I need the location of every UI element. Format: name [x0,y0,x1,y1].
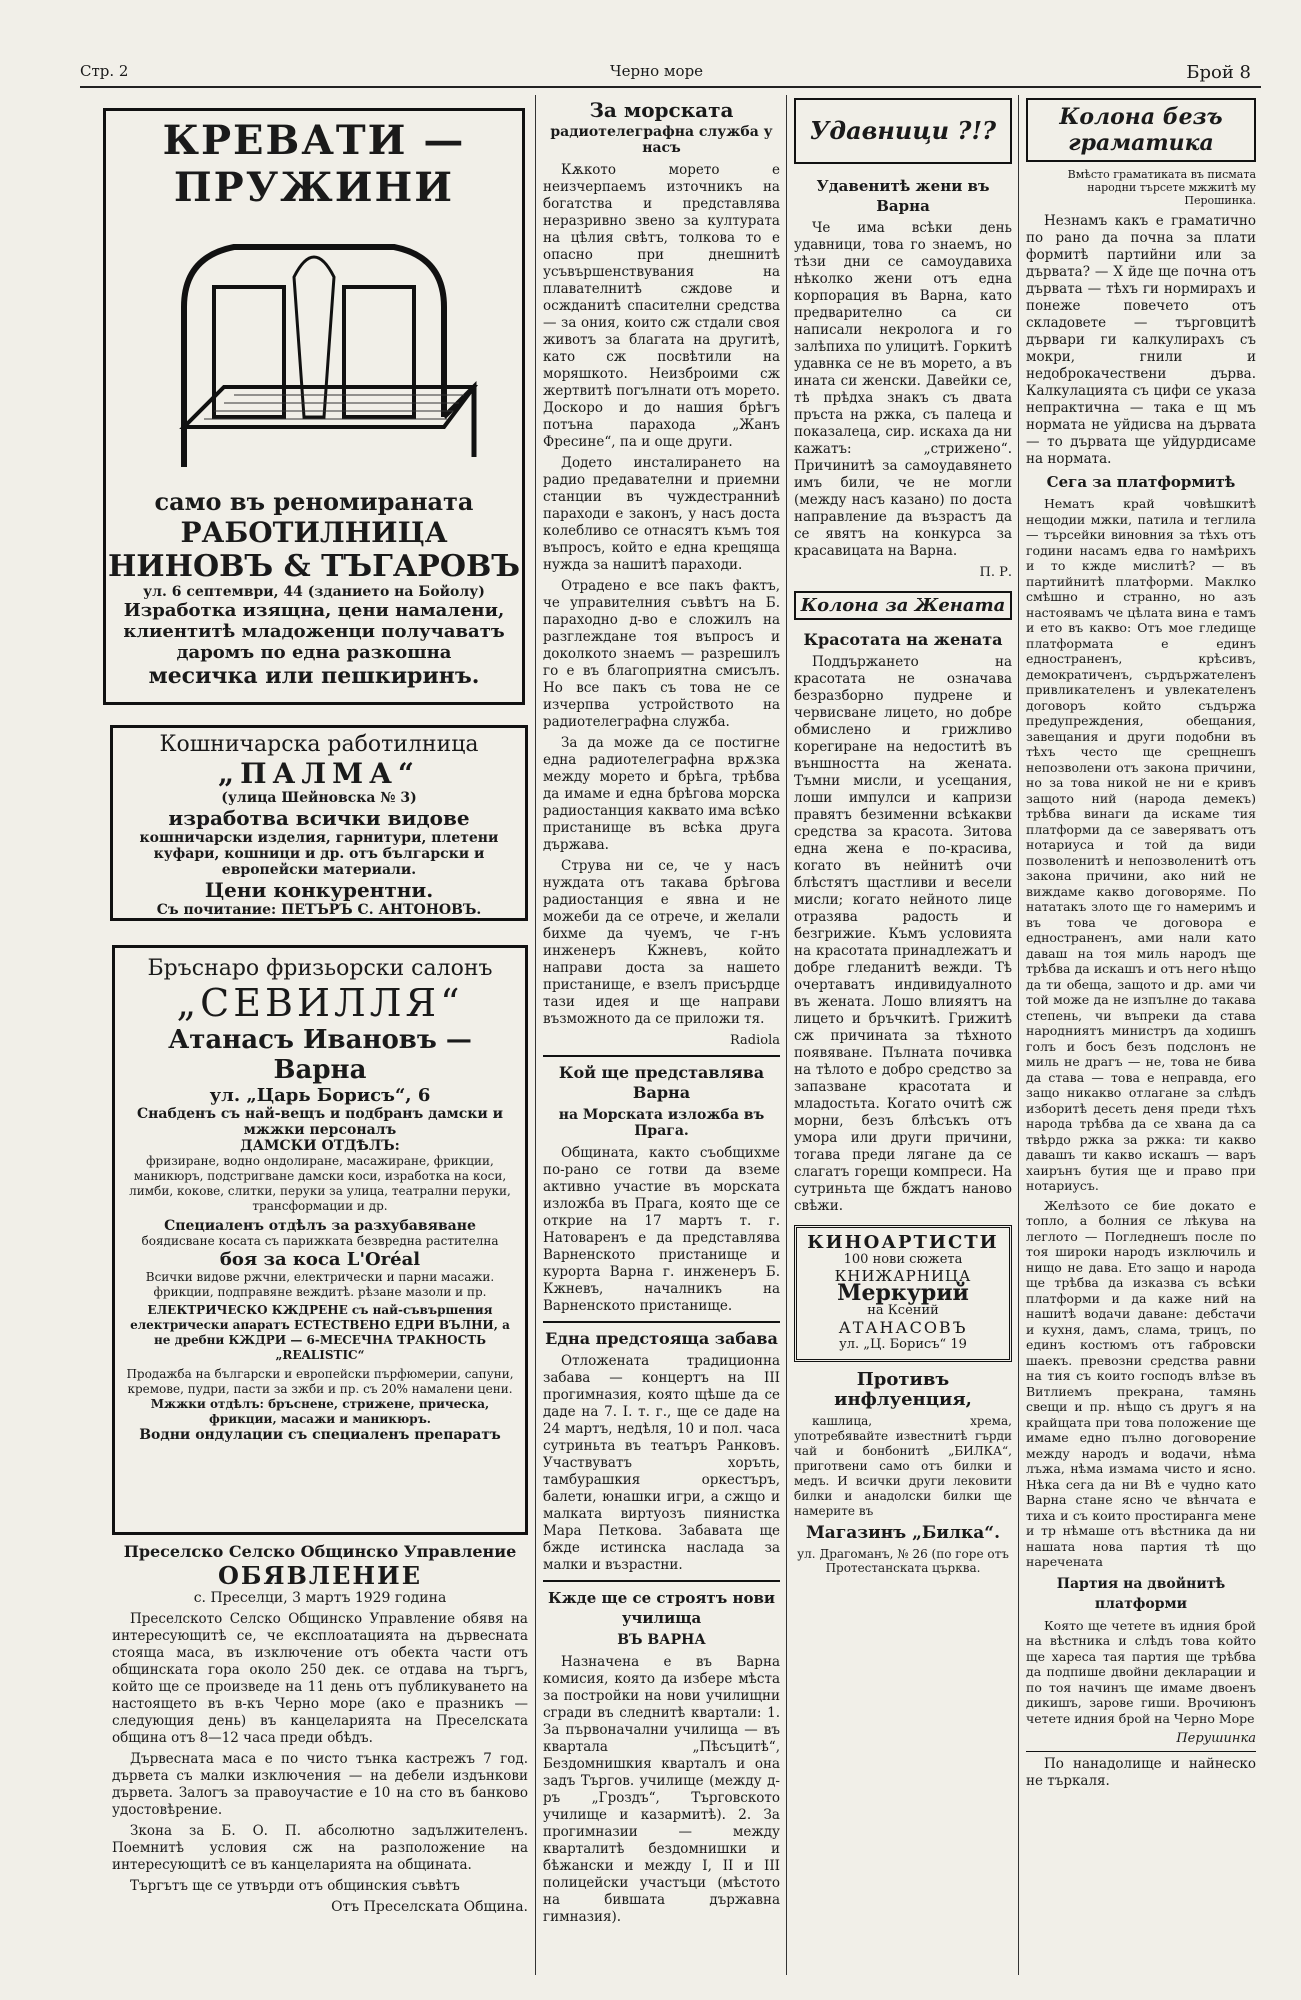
radio-signature: Radiola [729,1033,780,1048]
kino-address: ул. „Ц. Борисъ“ 19 [839,1337,967,1352]
salon-special: Специаленъ отдѣлъ за разхубавяване [164,1218,476,1234]
col-divider-1 [535,95,536,1975]
kino-line1: 100 нови сюжета [843,1252,963,1267]
varna-title: Кой ще представлява Варна [558,1063,765,1102]
radio-p1: Кѫкото морето е неизчерпаемъ източникъ на богатства и представлява неразривно звено за културата на цѣлия свѣтъ, толкова то е опасно при днешнитѣ усъвършенствувания на плавателнитѣ сждове и осжданитѣ спасителни срeдства — за ония, които сж стдали своя животъ за благата на другитѣ, като сж посвѣтили на моряшкото. Неизброими сж жертвитѣ погълнати отъ морето. Доскоро и до нашия брѣгъ потъна парахода „Жанъ Фресине“, па и още други. [543,162,780,450]
kino-line2: КНИЖАРНИЦА [834,1267,972,1285]
salon-massage: Всички видове ржчни, електрически и парни масажи. фрикции, подправяне веждитѣ. рѣзане мазоли и пр. [145,1270,495,1299]
grammar-badge: Колона безъ граматика [1026,98,1256,162]
bed-text3: месичка или пешкиринъ. [148,663,480,689]
notice-p2: Дървесната маса е по чисто тънка кастрежъ 7 год. дървета съ малки изключения — на дебели издънкови дървета. Залогъ за правоучастие е 10 на сто въ банково удостовѣрение. [112,1751,528,1818]
issue-number: Брой 8 [1186,62,1251,83]
palma-ad [110,725,528,921]
bed-illustration [144,217,484,477]
platforms-text: Нематъ край човѣшкитѣ нещодии мжки, патила и теглила — търсейки виновния за тѣхъ отъ години насамъ едва го намѣрихъ и то кжде мислитѣ? — въ партийнитѣ платформи. Маклко смѣшно и странно, но азъ настоявамъ че цѣлата вина е тамъ и ето въ какво: Отъ мое гледище платформата е единъ едностраненъ, крѣсивъ, демократиченъ, сърдържателенъ привликателенъ и увлекателенъ договоръ който съдържа предупреждения, обещания, завещания и други подобни въ тѣхъ често ще срещнешъ непозволени отъ закона причини, но за това никой не ни е кривъ защото ний (народа демекъ) трѣбва винаги да искаме тия платформи да се заверяватъ отъ нотариуса и той да види позволенитѣ и непозволенитѣ отъ закона причини, ако ний не виждаме какво договоряме. По нататакъ злото ще го намеримъ и въ това че договора е едностраненъ, ами нали като даваш на тоя миль народъ ще трѣбва да искашъ и отъ него нѣщо да ти обеща, защото и др. ами чи той може да не изпълне до такава степень, чи въпреки да става народниятъ министръ да ходишъ голъ и босъ безъ подслонъ не миль не драгъ — не, това не бива да става — това е неправда, его защо никакво отлагане за слѣдъ изборитѣ десеть деня преди тѣхъ народа трѣбва да се хвана да са твѣрдо ржка за ржка: ти какво дaвашъ ти какво искашъ — варъ хаирънъ бутия ще и право при нотариусъ. [1026,496,1256,1193]
palma-street: (улица Шейновска № 3) [221,790,417,806]
notice-date: с. Преселци, 3 мартъ 1929 година [193,1590,447,1606]
salon-dye: боядисване косата съ парижката безвредна растителна [141,1234,499,1248]
palma-name: „ПАЛМА“ [217,757,420,790]
bed-ad-title: КРЕВАТИ — ПРУЖИНИ [162,117,466,211]
bed-text1: Изработка изящна, цени намалени, [123,600,505,621]
header-rule [80,86,1261,88]
flu-address: ул. Драгоманъ, № 26 (по горе отъ Протестанската църква. [797,1547,1009,1575]
palma-text2: кошничарски изделия, гарнитури, плетени куфари, кошници и др. отъ български и европейски материали. [139,830,499,878]
notice-p1: Преселското Селско Общинско Управление обявя на интересующитѣ се, че експлоатацията на дървесната стояща маса, въ изключение отъ обекта части отъ общинската гора около 250 дек. се отдава на търгъ, който ще се произведе на 11 день отъ публикуването на настоящето въ в-къ Черно море (ако е празникъ — следующия день) въ канцеларията на Преселската община отъ 8—12 часа преди обѣдъ. [112,1611,528,1746]
column-4 [1026,98,1256,1794]
salon-ad [112,945,528,1535]
kino-name: Меркурий [837,1280,969,1306]
salon-street: ул. „Царь Борисъ“, 6 [209,1085,431,1106]
flu-text: кашлица, хрема, употребявайте известнитѣ гърди чай и бонбонитѣ „БИЛКА“, приготвени само отъ билки и медъ. И всички други лековити билки и анадолски билки ще намерите въ [794,1414,1012,1518]
column-2 [543,98,780,1930]
bed-company-name: НИНОВЪ & ТЪГАРОВЪ [107,549,521,584]
page-number: Стр. 2 [80,62,129,80]
beauty-title: Красотата на жената [803,630,1003,649]
salon-name: „СЕВИЛЛЯ“ [176,981,464,1025]
platforms-text3: Която ще четете въ идния брой на вѣстника и слѣдъ това който ще хареса тая партия ще трѣбва да подпише двойни декларации и по тоя начинъ ще имаме двоенъ дикишъ, зарове гиши. Врочиюнъ четете идния брой на Черно Море [1026,1617,1256,1726]
notice-p4: Търгътъ ще се утвърди отъ общинския съвѣтъ [130,1878,460,1894]
radio-p2: Додето инсталирането на радио предавателни и приемни станции въ чуждестранниѣ параходи е законъ, у насъ доста колебливо се отнасятъ къмъ тоя въпросъ, който е една крещяща нужда за нашитѣ параходи. [543,455,780,573]
salon-electric: ЕЛЕКТРИЧЕСКО КЖДРЕНЕ съ най-съвършения електрически апаратъ ЕСТЕСТВЕНО ЕДРИ ВЪЛНИ, а не дребни КЖДРИ — 6-МЕСЕЧНА ТРАКНОСТЬ „REALISTIC“ [130,1303,510,1362]
col-divider-2 [786,95,787,1975]
notice-heading: Преселско Селско Общинско Управление [123,1542,517,1561]
radio-p3: Отрадено е все пакъ фактъ, че управителния съвѣтъ на Б. параходно д-во е сложилъ на разглеждане тоя въпросъ и доколкото знаемъ — разрешилъ го е въ благоприятна смисълъ. Но все пакъ съ това не се изчерпва устройството на радиотелеграфна служба. [543,578,780,730]
platforms-text2: Желѣзото се бие докато е топло, а болния се лѣкува на леглото — Погледнешъ после по тоя широки народъ изключиль и нищо не дава. Ето защо и народа ще трѣбва да изказва съ всѣки платформи и да каже ний на нашитѣ водачи даване: дебстачи и кухня, дамъ, слама, трицъ, по единъ костюмъ отъ габровски шаекъ. превозни средства равни на тия съ които господъ влѣзе въ Витлиемъ прекрана, тамянь свещи и пр. нѣщо съ другъ я на крайщата при това положение ще имаме едно пълно договорение между народъ и водачи, нѣма лъжа, нѣма измама чисто и ясно. Нѣка сега да ни Вѣ е чудно като Варна стане ясно че вѣнчата е тиха и съ които простиранга мене и тр нѣмаше отъ вѣстника да ни нашата нова партия тѣ що наречената [1026,1197,1256,1569]
radio-title: За морската [589,98,734,122]
radio-p4: За да може да се постигне една радиотелеграфна врѫзка между морето и брѣга, трѣбва да имаме и една брѣгова морска радиостанция каквато има всѣко пристанище въ всѣка друга държава. [543,735,780,853]
page-header [80,62,1251,84]
salon-ladies-text: фризиране, водно ондолиране, масажиране, фрикции, маникюръ, подстригване дамски коси, изработка на коси, лимби, кокове, слитки, перуки за улица, театрални перуки, трансформации и др. [129,1154,511,1213]
salon-ladies-heading: ДАМСКИ ОТДѢЛЪ: [240,1138,400,1154]
bed-address: ул. 6 септември, 44 (зданието на Бойолу) [143,584,485,600]
notice-signature: Отъ Преселската Община. [331,1899,528,1915]
salon-dye-brand: боя за коса L'Oréal [219,1249,421,1270]
drowned-text: Че има всѣки день удавници, това го знаемъ, но тѣзи дни се самоудавиха нѣколко жени отъ една корпорация въ Варна, като предварително са си написали некролога и го залѣпиха по улицитѣ. Горкитѣ удавнка се не въ морето, а въ ината си женски. Давейки се, тѣ прѣдха знакъ съ двата пръста на ржка, съ палеца и показалеца, сир. искаха да ни кажатъ: „стрижено“. Причинитѣ за самоудавянето имъ били, че не могли (между насъ казано) по доста направление да възрастъ да се явятъ на конкурса за красавицата на Варна. [794,220,1012,559]
salon-men: Мжжки отдѣлъ: бръснене, стрижене, прическа, фрикции, масажи и маникюръ. [150,1397,490,1426]
schools-text: Назначена е въ Варна комисия, която да избере мѣста за постройки на нови училищни сгради въ следнитѣ квартали: 1. За първоначални училища — въ квартала „Пѣсъцитѣ“, Бездомнишкия кварталъ и она задъ Търгов. училище (между д-ръ „Гроздъ“, Търговското училище и казармитѣ). 2. За прогимназии — между кварталитѣ бездомнишки и бѣжански и между I, II и III полицейски участъци (мѣстото на бившата държавна гимназия). [543,1654,780,1925]
palma-signature: Съ почитание: ПЕТЪРЪ С. АНТОНОВЪ. [156,902,482,918]
palma-text3: Цени конкурентни. [204,878,434,902]
bed-line2: РАБОТИЛНИЦА [180,516,448,549]
paper-name: Черно море [610,62,704,80]
radio-subtitle: радиотелеграфна служба у насъ [550,124,773,156]
schools-title: Кжде ще се строятъ нови училища [547,1589,775,1627]
palma-title: Кошничарска работилница [159,732,479,757]
flu-title: Противъ инфлуенция, [834,1369,972,1410]
bed-line1: само въ реномираната [154,487,474,516]
kino-ad [794,1225,1012,1362]
platforms-title: Сега за платформитѣ [1046,473,1236,491]
notice-title: ОБЯВЛЕНИЕ [217,1561,423,1590]
col-divider-3 [1018,95,1019,1975]
varna-text: Общината, както съобщихме по-рано се готви да вземе активно участие въ морската изложба въ Прага, която ще се открие на 17 мартъ т. г. Натоваренъ е да представлява Варненското пристанище и курорта Варна г. инженеръ Б. Кжневъ, началникъ на Варненското пристанище. [543,1145,780,1314]
drowned-title: Удавенитѣ жени въ Варна [816,177,990,215]
bed-text2: клиентитѣ младоженци получаватъ даромъ по една разкошна [123,621,505,663]
grammar-epigraph: Вмѣсто граматиката въ писмата народни търсете мжжитѣ му Перошинка. [1067,168,1256,207]
salon-water: Водни ондулации съ специаленъ препаратъ [139,1427,501,1443]
radio-p5: Струва ни се, че у насъ нуждата отъ такава брѣгова радиостанция е явна и не можеби да се отрече, и желали бихме да чуемъ, че г-нъ инженеръ Кжневъ, който направи доста за нашето пристанище, е взелъ присърдце тази идея и ще направи възможното да се приложи тя. [543,858,780,1027]
notice-p3: Зкона за Б. О. П. абсолютно задължителенъ. Поемнитѣ условия сж на разположение на интересующитѣ се въ канцеларията на общината. [112,1823,528,1873]
women-column-badge: Колона за Жената [794,591,1012,620]
platforms-footer: По нанадолище и найнеско не търкаля. [1026,1756,1256,1789]
salon-owner: Атанасъ Ивановъ — Варна [168,1025,472,1085]
platforms-signature: Перушинка [1176,1731,1256,1746]
column-3 [794,98,1012,1575]
schools-subtitle: ВЪ ВАРНА [617,1632,706,1648]
salon-staff: Снабденъ съ най-вещъ и подбранъ дамски и мжжки персоналъ [136,1106,504,1138]
grammar-text: Незнамъ какъ е граматично по рано да почна за плати формитѣ партийни или за дървата? — Х йде ще почна отъ дървата — тѣхъ ги нормирахъ и понеже повечето отъ складовете — търговцитѣ дървари ги калкулирахъ съ мокри, гнили и недоброкачествени дърва. Калкулацията съ цифи се указа непрактична — така е щ мъ нормата не уйдисва на дървата — то дървата ще уйдурдисаме на нормата. [1026,213,1256,467]
kino-title: КИНОАРТИСТИ [807,1232,999,1253]
salon-title: Бръснаро фризьорски салонъ [147,956,493,981]
palma-text1: изработва всички видове [168,806,470,830]
flu-shop: Магазинъ „Билка“. [805,1523,1000,1543]
party-text: Отложената традиционна забава — концертъ на III прогимназия, която щѣше да се даде на 7. I. т. г., ще се даде на 24 мартъ, недѣля, 10 и пол. часа сутриньта въ театъръ Ранковъ. Участвуватъ хоръть, тамбурашкия оркестъръ, балети, юнашки игри, а сжщо и малката виртуозъ пиянистка Мара Петкова. Забавата ще бжде истинска наслада за малки и възрастни. [543,1353,780,1573]
kino-owner2: АТАНАСОВЪ [838,1318,968,1337]
salon-products: Продажба на български и европейски пърфюмерии, сапуни, кремове, пудри, пасти за зжби и пр. съ 20% намалени цени. [126,1367,514,1396]
bed-ad [103,108,525,705]
party-title: Една предстояща забава [545,1329,778,1348]
notice-column [112,1540,528,1916]
beauty-text: Поддържането на красотата не означава безразборно пудрене и червисване лицето, но добре обмислено и грижливо корегиране на недоститѣ въ външността на жената. Тъмни мисли, и усещания, лоши импулси и капризи правятъ безименни всѣкакви средства за красота. Зитова една жена е по-красива, когато въ нейнитѣ очи блѣстятъ щастливи и весели мисли; когато нейното лице отразява радость и безгрижие. Къмъ условията на красотата принадлежатъ и добре гледанитѣ вежди. Тѣ очертаватъ индивидуалното въ жената. Лошо влияятъ на лицето и бръчкитѣ. Грижитѣ сж причината за тѣхното появяване. Пълната почивка на тѣлото е добро средство за запазване красотата и младостьта. Когато очитѣ сж морни, безъ блѣсъкъ отъ умора или други причини, тогава преди лягане да се слагатъ горещи компреси. На сутриньта ще бждатъ наново свѣжи. [794,654,1012,1214]
party-platforms-title: Партия на двойнитѣ платформи [1056,1575,1226,1612]
drowned-signature: П. Р. [979,565,1012,580]
varna-subtitle: на Морската изложба въ Прага. [558,1107,765,1139]
kino-owner1: на Ксений [867,1303,939,1318]
drowned-badge: Удавници ?!? [794,98,1012,164]
